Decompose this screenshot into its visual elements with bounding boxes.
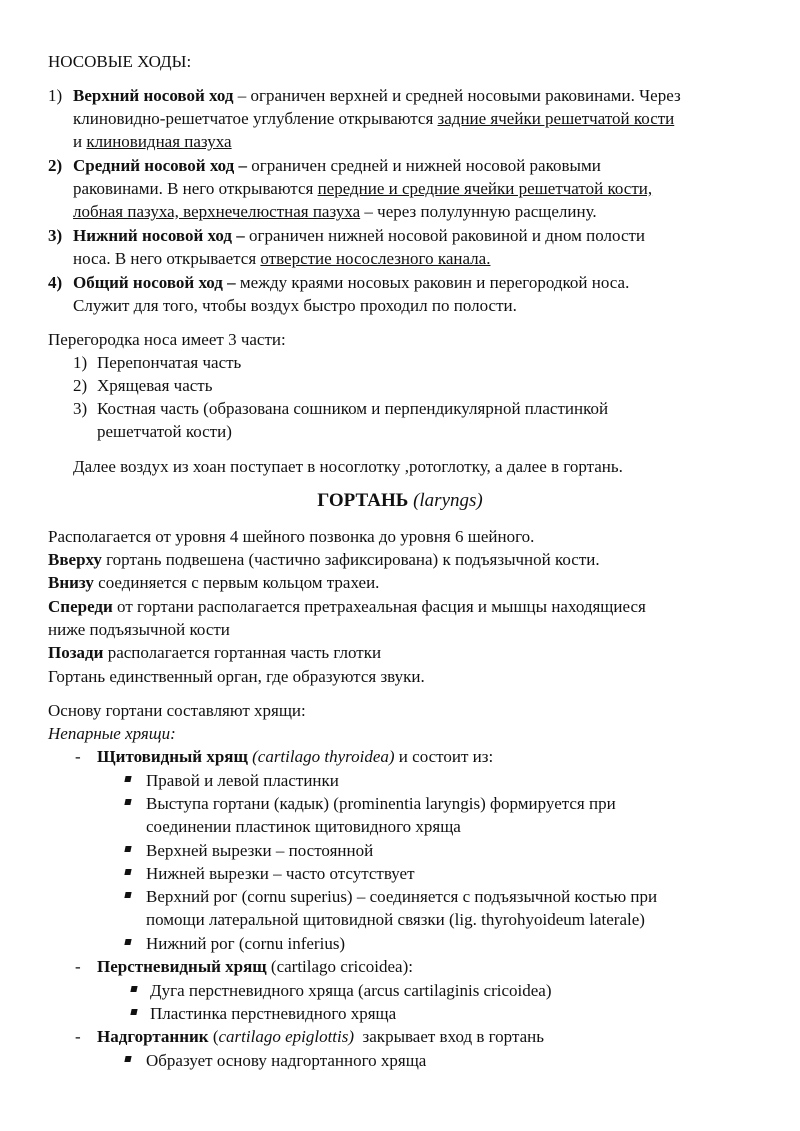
text: – через полулунную расщелину. [360,202,597,221]
text: и [73,132,87,151]
nasal-item-upper [73,84,681,108]
underlined-text: задние ячейки решетчатой кости [437,109,675,128]
bullet-icon [124,846,131,852]
bullet-icon [124,892,131,898]
term: Верхний носовой ход [73,86,234,105]
bullet-icon [124,776,131,782]
list-number: 1) [73,353,88,372]
underlined-text: клиновидная пазуха [86,132,232,151]
text: ( [208,1027,219,1046]
text: и состоит из: [394,747,494,766]
term: Перстневидный хрящ [97,957,267,976]
title-latin: (laryngs) [408,490,483,511]
dash-marker: - [75,1027,81,1046]
latin-term: cartilago epiglottis) [218,1027,355,1046]
term: Внизу [48,573,94,592]
term: Общий носовой ход – [73,273,236,292]
list-item: Верхней вырезки – постоянной [146,841,374,860]
text: ограничен нижней носовой раковиной и дном полости [244,226,646,245]
term: Надгортанник [97,1027,209,1046]
underlined-text: отверстие носослезного канала. [260,249,491,268]
list-item: Образует основу надгортанного хряща [146,1051,427,1070]
text: раковинами. В него открываются [73,179,318,198]
cricoid-cartilage [97,955,413,979]
septum-item: Костная часть (образована сошником и перпендикулярной пластинкой [97,399,609,418]
septum-item: Хрящевая часть [97,376,213,395]
text: ограничен средней и нижней носовой раковыми [247,156,601,175]
larynx-bottom [48,571,379,595]
dash-marker: - [75,747,81,766]
further-text: Далее воздух из хоан поступает в носоглотку ,ротоглотку, а далее в гортань. [73,457,623,476]
larynx-basis: Основу гортани составляют хрящи: [48,701,306,720]
text: между краями носовых раковин и перегородкой носа. [235,273,630,292]
list-item: Нижней вырезки – часто отсутствует [146,864,415,883]
text: закрывает вход в гортань [354,1027,544,1046]
nasal-item-lower-line2 [73,247,490,271]
dash-marker: - [75,957,81,976]
list-item: Правой и левой пластинки [146,771,339,790]
septum-item-line2: решетчатой кости) [97,422,232,441]
text: гортань подвешена (частично зафиксирована) к подъязычной кости. [101,550,600,569]
title-bold: ГОРТАНЬ [317,490,409,511]
text: от гортани располагается претрахеальная фасция и мышцы находящиеся [112,597,646,616]
larynx-front [48,595,646,619]
text: располагается гортанная часть глотки [103,643,382,662]
list-item: Пластинка перстневидного хряща [150,1004,397,1023]
bullet-icon [124,1056,131,1062]
thyroid-cartilage [97,745,493,769]
septum-item: Перепончатая часть [97,353,242,372]
bullet-icon [124,799,131,805]
septum-intro: Перегородка носа имеет 3 части: [48,330,286,349]
nasal-item-upper-line3 [73,130,232,154]
term: Спереди [48,597,113,616]
term: Средний носовой ход – [73,156,248,175]
nasal-item-middle-line3 [73,200,597,224]
nasal-item-lower [73,224,645,248]
list-item: Нижний рог (cornu inferius) [146,934,346,953]
text: – ограничен верхней и средней носовыми раковинами. Через [233,86,681,105]
latin-term: (cartilago thyroidea) [247,747,395,766]
term: Щитовидный хрящ [97,747,248,766]
epiglottis-cartilage [97,1025,544,1049]
bullet-icon [124,869,131,875]
underlined-text: лобная пазуха, верхнечелюстная пазуха [73,202,361,221]
nasal-item-upper-line2 [73,107,674,131]
nasal-item-common [73,271,629,295]
list-item: Дуга перстневидного хряща (arcus cartilaginis cricoidea) [150,981,552,1000]
text: клиновидно-решетчатое углубление открываются [73,109,438,128]
list-number: 2) [73,376,88,395]
larynx-location: Располагается от уровня 4 шейного позвонка до уровня 6 шейного. [48,527,535,546]
bullet-icon [130,1009,137,1015]
larynx-front-line2: ниже подъязычной кости [48,620,230,639]
unpaired-heading: Непарные хрящи: [48,724,176,743]
bullet-icon [130,986,137,992]
list-number: 3) [48,226,63,245]
text: (cartilago cricoidea): [266,957,413,976]
list-number: 3) [73,399,88,418]
nasal-heading: НОСОВЫЕ ХОДЫ: [48,52,192,71]
term: Вверху [48,550,102,569]
list-number: 4) [48,273,63,292]
list-item: Выступа гортани (кадык) (prominentia laryngis) формируется при [146,794,616,813]
nasal-item-middle-line2 [73,177,652,201]
list-number: 1) [48,86,63,105]
nasal-item-common-line2: Служит для того, чтобы воздух быстро проходил по полости. [73,296,517,315]
nasal-item-middle [73,154,601,178]
bullet-icon [124,939,131,945]
list-item-continued: соединении пластинок щитовидного хряща [146,817,461,836]
underlined-text: передние и средние ячейки решетчатой кости, [317,179,653,198]
term: Позади [48,643,104,662]
list-item: Верхний рог (cornu superius) – соединяется с подъязычной костью при [146,887,658,906]
larynx-back [48,641,381,665]
text: носа. В него открывается [73,249,261,268]
term: Нижний носовой ход – [73,226,245,245]
list-number: 2) [48,156,63,175]
list-item-continued: помощи латеральной щитовидной связки (lig. thyrohyoideum laterale) [146,910,645,929]
larynx-voice: Гортань единственный орган, где образуются звуки. [48,667,425,686]
section-title [0,489,800,513]
larynx-top [48,548,600,572]
text: соединяется с первым кольцом трахеи. [93,573,380,592]
